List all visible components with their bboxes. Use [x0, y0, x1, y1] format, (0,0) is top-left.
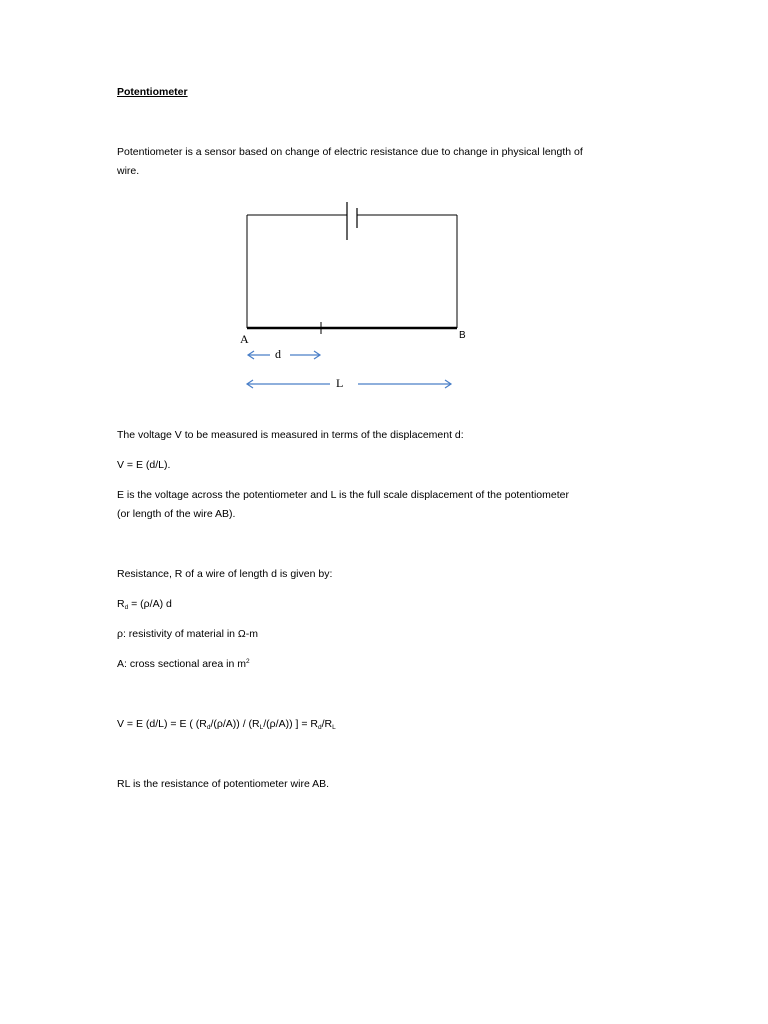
label-l: L [336, 376, 344, 390]
label-a: A [240, 332, 249, 346]
area-definition: A: cross sectional area in $m^2$ [117, 658, 250, 670]
equation-rd: $R_d = (\rho/A)$ d [117, 598, 172, 611]
voltage-paragraph: The voltage V to be measured is measured in terms of the displacement d: [117, 429, 464, 441]
e-paragraph-line-1: E is the voltage across the potentiometer and L is the full scale displacement of the potentiometer [117, 489, 569, 501]
intro-line-2: wire. [117, 165, 140, 177]
rho-definition: ρ: resistivity of material in Ω-m [117, 628, 259, 640]
resistance-paragraph: Resistance, R of a wire of length d is given by: [117, 568, 333, 580]
label-b: B [459, 330, 466, 341]
intro-line-1: Potentiometer is a sensor based on change of electric resistance due to change in physical length of [117, 146, 583, 158]
potentiometer-circuit-diagram [0, 0, 768, 400]
equation-v: V = E (d/L). [117, 459, 171, 471]
d-arrow [248, 351, 320, 359]
page-title: Potentiometer [117, 86, 188, 98]
e-paragraph-line-2: (or length of the wire AB). [117, 508, 236, 520]
equation-final: V = E (d/L) = E ( $(R_d/(\rho/A)) / (R_L/(\rho/A))$ ] = $R_d/R_L$ [117, 718, 336, 731]
l-arrow [247, 380, 451, 388]
label-d: d [275, 347, 281, 361]
rl-paragraph: RL is the resistance of potentiometer wire AB. [117, 778, 330, 790]
